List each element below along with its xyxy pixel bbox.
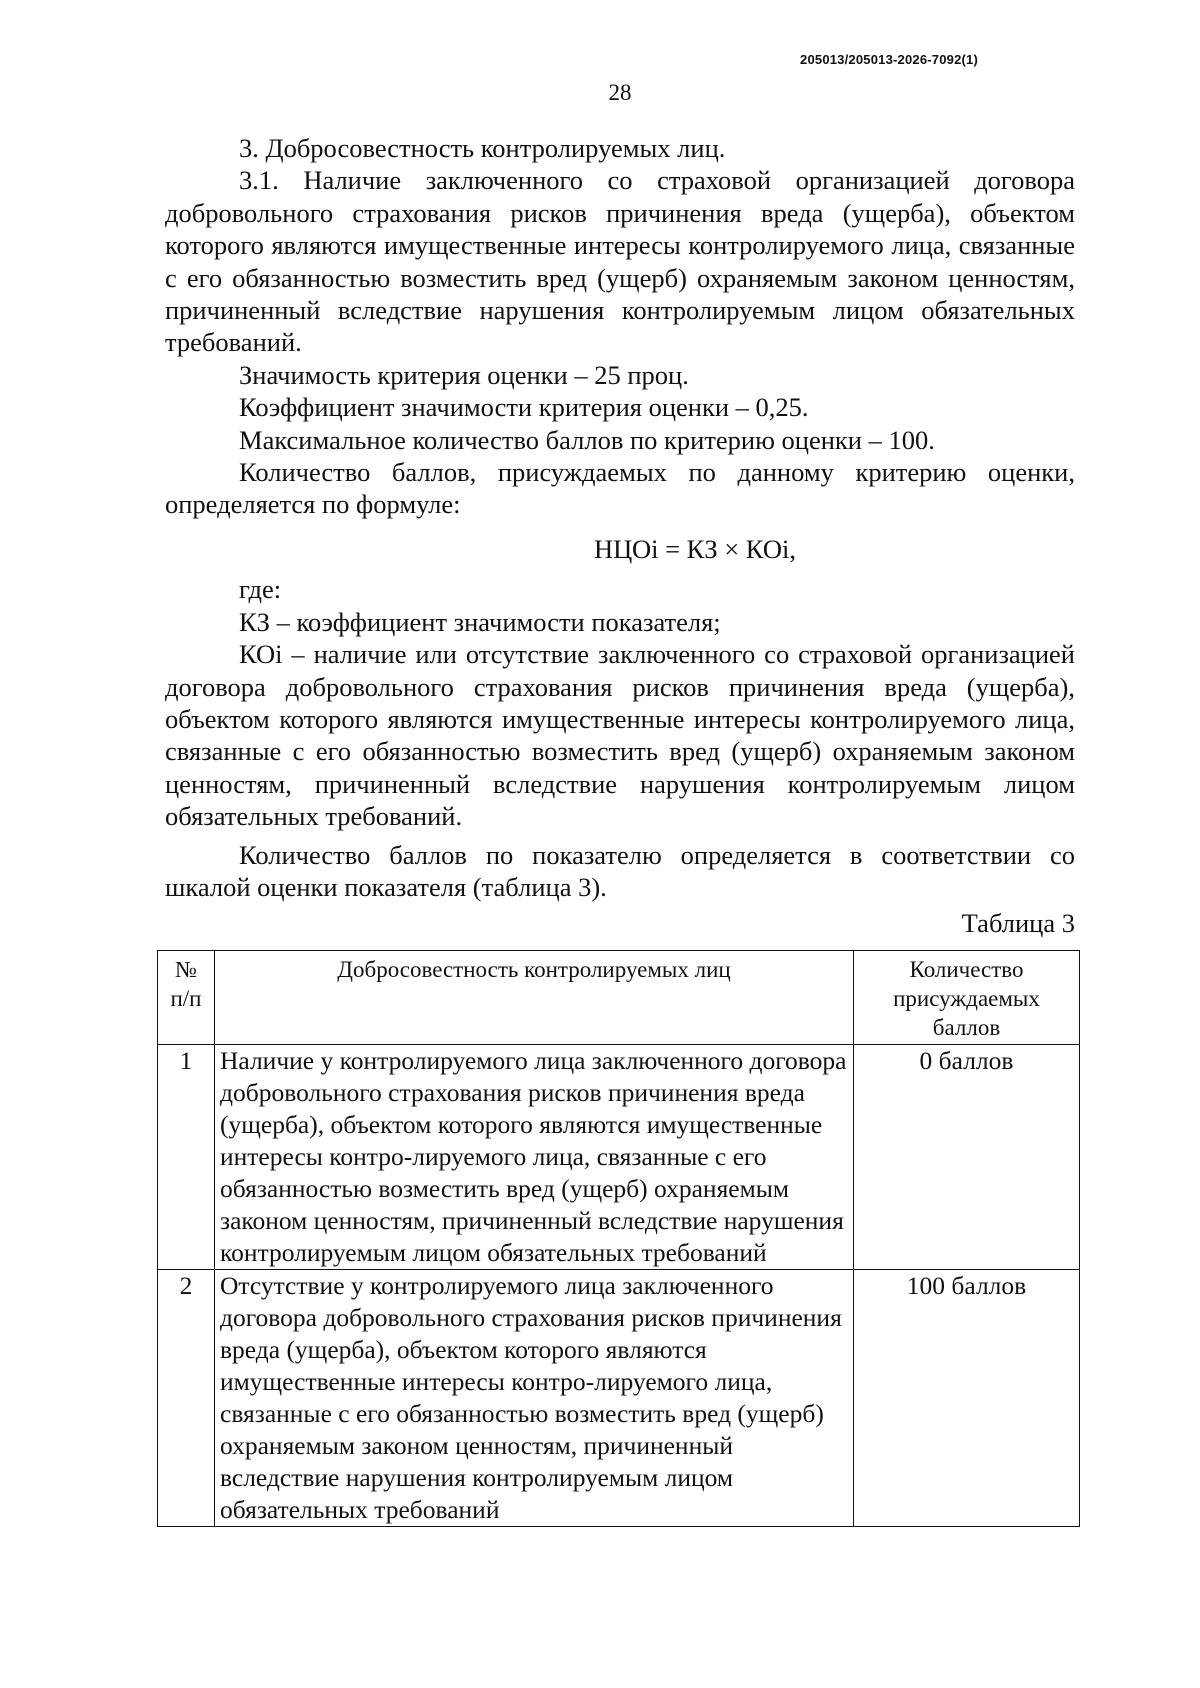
header-score: Количество присуждаемых баллов xyxy=(854,951,1080,1045)
max-points-line: Максимальное количество баллов по критерию оценки – 100. xyxy=(239,424,935,455)
document-code: 205013/205013-2026-7092(1) xyxy=(800,52,978,67)
significance-line: Значимость критерия оценки – 25 проц. xyxy=(239,359,689,390)
row-number: 2 xyxy=(158,1270,215,1527)
formula: НЦОi = КЗ × КОi, xyxy=(594,533,796,564)
header-description: Добросовестность контролируемых лиц xyxy=(215,951,854,1045)
row-score: 0 баллов xyxy=(854,1045,1080,1270)
page-number: 28 xyxy=(608,80,632,105)
section-title: 3. Добросовестность контролируемых лиц. xyxy=(239,133,726,163)
criterion-paragraph: 3.1. Наличие заключенного со страховой организацией договора добровольного страхования рисков причинения вреда (ущерба), объектом которого являются имущественные интересы контролируемого лица, связанные с его обязанностью возместить вред (ущерб) охраняемым законом ценностям, причиненный вследствие нарушения контролируемым лицом обязательных требований. xyxy=(165,165,1075,358)
row-description: Отсутствие у контролируемого лица заключенного договора добровольного страхования рисков причинения вреда (ущерба), объектом которого являются имущественные интересы контро-лируемого лица, связанные с его обязанностью возместить вред (ущерб) охраняемым законом ценностям, причиненный вследствие нарушения контролируемым лицом обязательных требований xyxy=(215,1270,854,1527)
points-intro-paragraph: Количество баллов, присуждаемых по данному критерию оценки, определяется по формуле: xyxy=(165,457,1075,520)
kz-definition: КЗ – коэффициент значимости показателя; xyxy=(239,606,721,637)
koi-definition: КОi – наличие или отсутствие заключенного со страховой организацией договора добровольного страхования рисков причинения вреда (ущерба), объектом которого являются имущественные интересы контролируемого лица, связанные с его обязанностью возместить вред (ущерб) охраняемым законом ценностям, причиненный вследствие нарушения контролируемым лицом обязательных требований. xyxy=(165,639,1075,832)
row-score: 100 баллов xyxy=(854,1270,1080,1527)
where-line: где: xyxy=(239,574,282,605)
scale-intro-paragraph: Количество баллов по показателю определяется в соответствии со шкалой оценки показателя (таблица 3). xyxy=(165,839,1075,902)
table-header-row xyxy=(158,951,1080,1045)
table-row xyxy=(158,1270,1080,1527)
coefficient-line: Коэффициент значимости критерия оценки – 0,25. xyxy=(239,392,809,423)
row-number: 1 xyxy=(158,1045,215,1270)
row-description: Наличие у контролируемого лица заключенного договора добровольного страхования рисков причинения вреда (ущерба), объектом которого являются имущественные интересы контро-лируемого лица, связанные с его обязанностью возместить вред (ущерб) охраняемым законом ценностям, причиненный вследствие нарушения контролируемым лицом обязательных требований xyxy=(215,1045,854,1270)
scoring-table xyxy=(157,950,1080,1527)
table-row xyxy=(158,1045,1080,1270)
header-number: № п/п xyxy=(158,951,215,1045)
table-caption: Таблица 3 xyxy=(961,908,1075,939)
document-body xyxy=(165,132,1075,940)
